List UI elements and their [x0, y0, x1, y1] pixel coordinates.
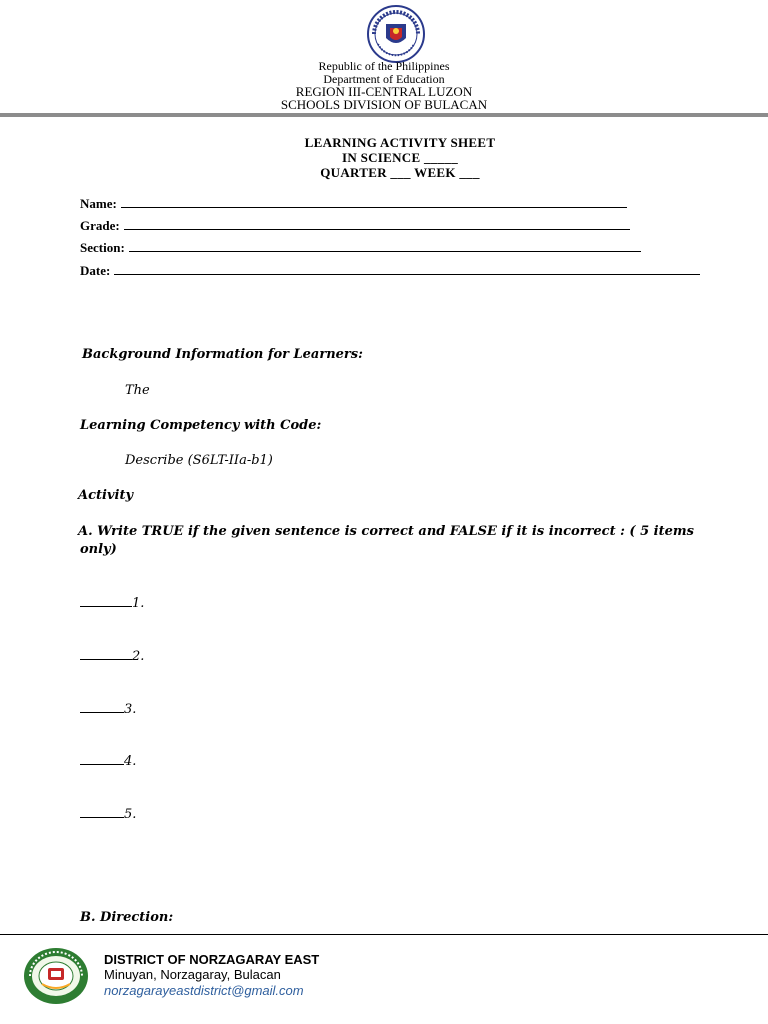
district-address: Minuyan, Norzagaray, Bulacan [104, 967, 281, 982]
background-heading: Background Information for Learners: [82, 347, 363, 362]
date-blank[interactable] [114, 263, 700, 275]
header-department: Department of Education [323, 72, 445, 86]
competency-heading: Learning Competency with Code: [80, 418, 322, 433]
answer-blank[interactable] [80, 700, 124, 713]
item-number: 1. [132, 596, 145, 611]
deped-seal-logo [360, 4, 432, 64]
item-number: 4. [124, 754, 137, 769]
grade-blank[interactable] [124, 218, 630, 230]
header-region: REGION III-CENTRAL LUZON [295, 84, 473, 99]
quarter-week-line: QUARTER ___ WEEK ___ [320, 165, 480, 180]
section-label: Section: [80, 240, 125, 255]
answer-blank[interactable] [80, 647, 132, 660]
district-name: DISTRICT OF NORZAGARAY EAST [104, 952, 320, 967]
answer-blank[interactable] [80, 594, 132, 607]
direction-b-heading: B. Direction: [80, 910, 174, 925]
section-field[interactable] [80, 240, 641, 256]
header-divider [0, 113, 768, 117]
district-logo [22, 946, 90, 1006]
answer-blank[interactable] [80, 752, 124, 765]
answer-item[interactable] [80, 805, 136, 822]
district-email-link[interactable]: norzagarayeastdistrict@gmail.com [104, 983, 304, 998]
item-number: 2. [132, 649, 145, 664]
instruction-a-line2: only) [80, 542, 117, 557]
header-republic: Republic of the Philippines [318, 59, 450, 73]
sheet-title: LEARNING ACTIVITY SHEET [304, 135, 496, 150]
answer-blank[interactable] [80, 805, 124, 818]
answer-item[interactable] [80, 594, 144, 611]
item-number: 5. [124, 807, 137, 822]
name-label: Name: [80, 196, 117, 211]
background-text: The [125, 383, 150, 398]
grade-field[interactable] [80, 218, 630, 234]
answer-item[interactable] [80, 752, 136, 769]
date-label: Date: [80, 263, 111, 278]
activity-heading: Activity [78, 488, 133, 503]
footer-divider [0, 934, 768, 935]
instruction-a-line1: A. Write TRUE if the given sentence is correct and FALSE if it is incorrect : ( 5 items [78, 524, 694, 539]
subject-line: IN SCIENCE _____ [341, 150, 459, 165]
answer-item[interactable] [80, 700, 136, 717]
item-number: 3. [124, 702, 137, 717]
name-field[interactable] [80, 196, 627, 212]
header-division: SCHOOLS DIVISION OF BULACAN [280, 97, 488, 112]
answer-item[interactable] [80, 647, 144, 664]
date-field[interactable] [80, 263, 700, 279]
competency-text: Describe (S6LT-IIa-b1) [125, 453, 273, 468]
grade-label: Grade: [80, 218, 120, 233]
name-blank[interactable] [121, 196, 627, 208]
section-blank[interactable] [129, 240, 641, 252]
